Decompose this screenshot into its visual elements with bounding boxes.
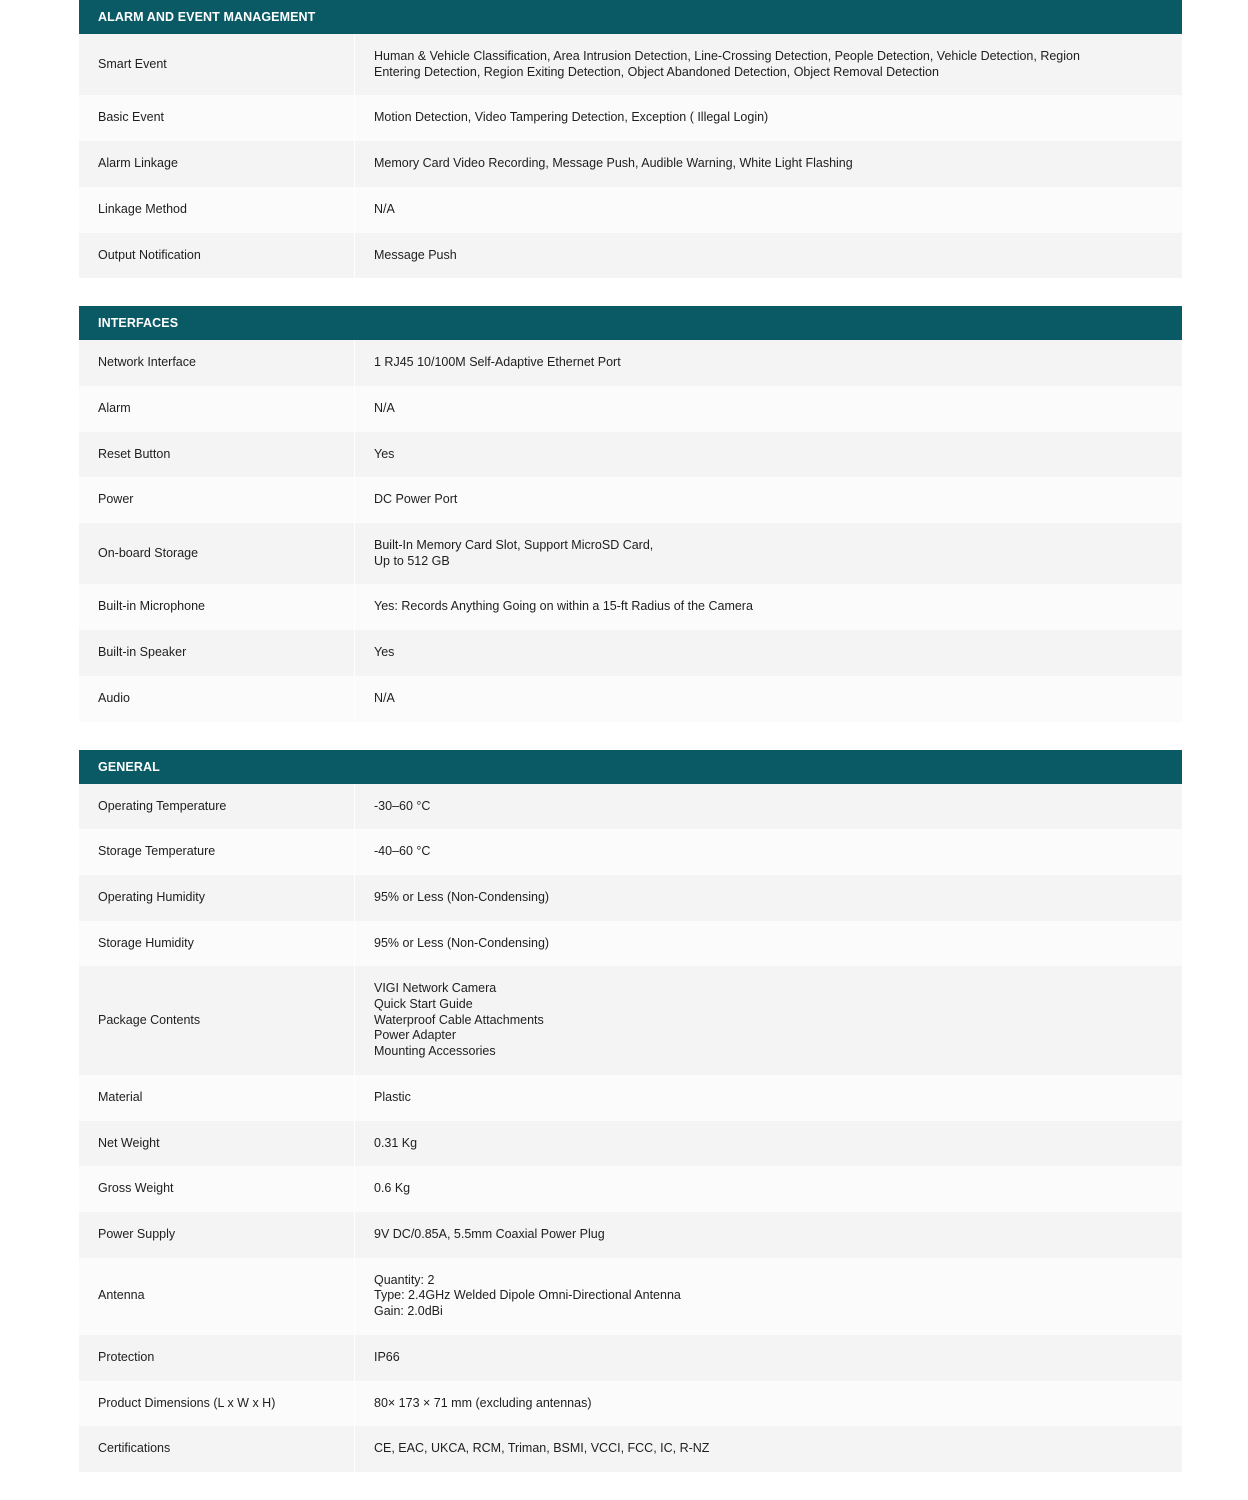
spec-label: Alarm Linkage <box>79 141 355 187</box>
spec-label: Storage Humidity <box>79 921 355 967</box>
spec-value: 9V DC/0.85A, 5.5mm Coaxial Power Plug <box>374 1226 605 1241</box>
spec-value: -40–60 °C <box>374 844 431 859</box>
spec-value: 1 RJ45 10/100M Self-Adaptive Ethernet Port <box>374 355 621 370</box>
spec-label: Gross Weight <box>79 1166 355 1212</box>
spec-label: Package Contents <box>79 966 355 1075</box>
spec-value: Plastic <box>374 1089 411 1104</box>
spec-row-operating-temperature <box>79 784 1182 830</box>
spec-section-alarm-and-event-management <box>79 0 1182 278</box>
spec-row-on-board-storage <box>79 523 1182 584</box>
spec-row-protection <box>79 1335 1182 1381</box>
spec-value: N/A <box>374 400 395 415</box>
spec-value: DC Power Port <box>374 492 458 507</box>
spec-label: Storage Temperature <box>79 829 355 875</box>
spec-value: Human & Vehicle Classification, Area Intrusion Detection, Line-Crossing Detection, People Detection, Vehicle Detection, Region Entering Detection, Region Exiting Detection, Object Abandoned Detection, Object Removal Detection <box>374 49 1080 79</box>
spec-value: -30–60 °C <box>374 798 431 813</box>
spec-value: N/A <box>374 690 395 705</box>
spec-label: Smart Event <box>79 34 355 95</box>
spec-value: CE, EAC, UKCA, RCM, Triman, BSMI, VCCI, FCC, IC, R-NZ <box>374 1441 710 1456</box>
spec-row-package-contents <box>79 966 1182 1075</box>
spec-row-output-notification <box>79 233 1182 279</box>
spec-row-material <box>79 1075 1182 1121</box>
spec-label: Power Supply <box>79 1212 355 1258</box>
spec-table <box>79 0 1182 1500</box>
spec-value: Message Push <box>374 247 457 262</box>
spec-label: Network Interface <box>79 340 355 386</box>
spec-value: Memory Card Video Recording, Message Push, Audible Warning, White Light Flashing <box>374 156 853 171</box>
spec-row-net-weight <box>79 1121 1182 1167</box>
spec-value: N/A <box>374 201 395 216</box>
spec-value: Built-In Memory Card Slot, Support MicroSD Card, Up to 512 GB <box>374 538 654 568</box>
spec-section-general <box>79 750 1182 1472</box>
spec-row-audio <box>79 676 1182 722</box>
spec-row-built-in-speaker <box>79 630 1182 676</box>
spec-row-power-supply <box>79 1212 1182 1258</box>
spec-label: Power <box>79 477 355 523</box>
spec-label: On-board Storage <box>79 523 355 584</box>
spec-label: Built-in Microphone <box>79 584 355 630</box>
spec-row-alarm-linkage <box>79 141 1182 187</box>
spec-label: Product Dimensions (L x W x H) <box>79 1381 355 1427</box>
spec-value: Yes <box>374 645 395 660</box>
spec-label: Basic Event <box>79 95 355 141</box>
spec-value: Quantity: 2 Type: 2.4GHz Welded Dipole Omni-Directional Antenna Gain: 2.0dBi <box>374 1272 681 1319</box>
spec-row-network-interface <box>79 340 1182 386</box>
spec-value: 0.31 Kg <box>374 1135 418 1150</box>
spec-row-storage-temperature <box>79 829 1182 875</box>
spec-label: Operating Temperature <box>79 784 355 830</box>
spec-section-interfaces <box>79 306 1182 721</box>
spec-label: Audio <box>79 676 355 722</box>
spec-label: Certifications <box>79 1426 355 1472</box>
section-header: GENERAL <box>79 750 1182 784</box>
spec-row-basic-event <box>79 95 1182 141</box>
spec-label: Built-in Speaker <box>79 630 355 676</box>
spec-value: 0.6 Kg <box>374 1181 411 1196</box>
spec-value: IP66 <box>374 1349 400 1364</box>
spec-row-smart-event <box>79 34 1182 95</box>
spec-row-antenna <box>79 1258 1182 1335</box>
spec-value: Yes <box>374 446 395 461</box>
spec-label: Material <box>79 1075 355 1121</box>
spec-row-built-in-microphone <box>79 584 1182 630</box>
spec-label: Alarm <box>79 386 355 432</box>
spec-row-storage-humidity <box>79 921 1182 967</box>
spec-row-certifications <box>79 1426 1182 1472</box>
spec-row-gross-weight <box>79 1166 1182 1212</box>
spec-row-operating-humidity <box>79 875 1182 921</box>
section-header: ALARM AND EVENT MANAGEMENT <box>79 0 1182 34</box>
section-header: INTERFACES <box>79 306 1182 340</box>
spec-label: Operating Humidity <box>79 875 355 921</box>
spec-label: Net Weight <box>79 1121 355 1167</box>
spec-label: Protection <box>79 1335 355 1381</box>
spec-label: Reset Button <box>79 432 355 478</box>
spec-value: 95% or Less (Non-Condensing) <box>374 935 550 950</box>
spec-value: 95% or Less (Non-Condensing) <box>374 889 550 904</box>
spec-value: VIGI Network Camera Quick Start Guide Waterproof Cable Attachments Power Adapter Mounting Accessories <box>374 981 544 1059</box>
spec-value: Yes: Records Anything Going on within a 15-ft Radius of the Camera <box>374 599 753 614</box>
spec-row-power <box>79 477 1182 523</box>
spec-row-alarm <box>79 386 1182 432</box>
spec-row-linkage-method <box>79 187 1182 233</box>
spec-row-product-dimensions-l-x-w-x-h <box>79 1381 1182 1427</box>
spec-label: Linkage Method <box>79 187 355 233</box>
spec-label: Antenna <box>79 1258 355 1335</box>
spec-row-reset-button <box>79 432 1182 478</box>
spec-value: Motion Detection, Video Tampering Detection, Exception ( Illegal Login) <box>374 110 769 125</box>
spec-label: Output Notification <box>79 233 355 279</box>
spec-value: 80× 173 × 71 mm (excluding antennas) <box>374 1395 592 1410</box>
